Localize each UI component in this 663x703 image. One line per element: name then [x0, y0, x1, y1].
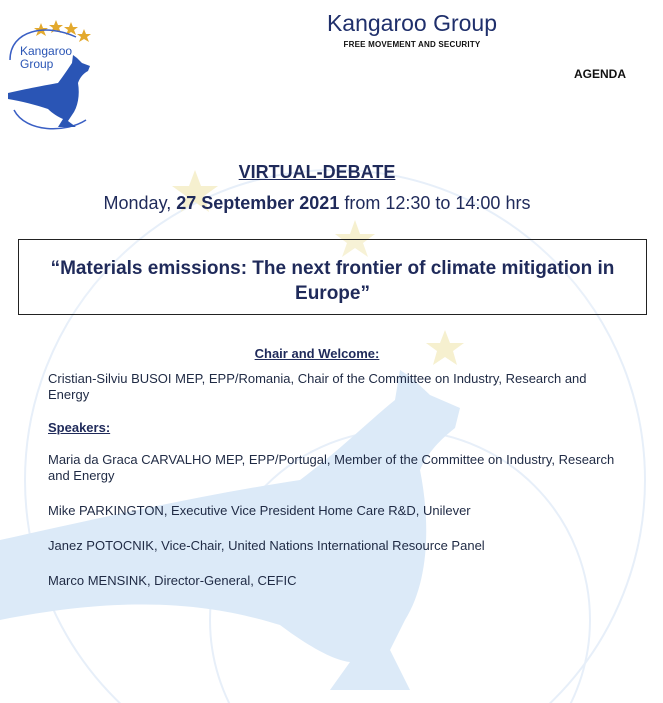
kangaroo-logo-icon [6, 15, 116, 135]
event-time: from 12:30 to 14:00 hrs [339, 193, 531, 213]
logo-text-line2: Group [20, 57, 54, 71]
speaker-entry: Marco MENSINK, Director-General, CEFIC [48, 573, 297, 588]
org-tagline: FREE MOVEMENT AND SECURITY [343, 40, 481, 49]
event-title: “Materials emissions: The next frontier of climate mitigation in Europe” [50, 258, 615, 304]
speaker-entry: Mike PARKINGTON, Executive Vice President Home Care R&D, Unilever [48, 503, 471, 518]
event-day: Monday, [103, 193, 177, 213]
event-type: VIRTUAL-DEBATE [238, 162, 396, 182]
event-date-line [0, 193, 634, 214]
chair-heading: Chair and Welcome: [254, 346, 380, 361]
chair-entry: Cristian-Silviu BUSOI MEP, EPP/Romania, Chair of the Committee on Industry, Research and Energy [48, 371, 587, 402]
speaker-entry: Janez POTOCNIK, Vice-Chair, United Nations International Resource Panel [48, 538, 485, 553]
org-name: Kangaroo Group [326, 10, 498, 36]
event-date: 27 September 2021 [176, 193, 340, 213]
speakers-heading: Speakers: [48, 420, 111, 435]
logo-text-line1: Kangaroo [20, 44, 73, 58]
agenda-label: AGENDA [573, 67, 626, 81]
speaker-entry: Maria da Graca CARVALHO MEP, EPP/Portugal, Member of the Committee on Industry, Research and Energy [48, 452, 615, 483]
